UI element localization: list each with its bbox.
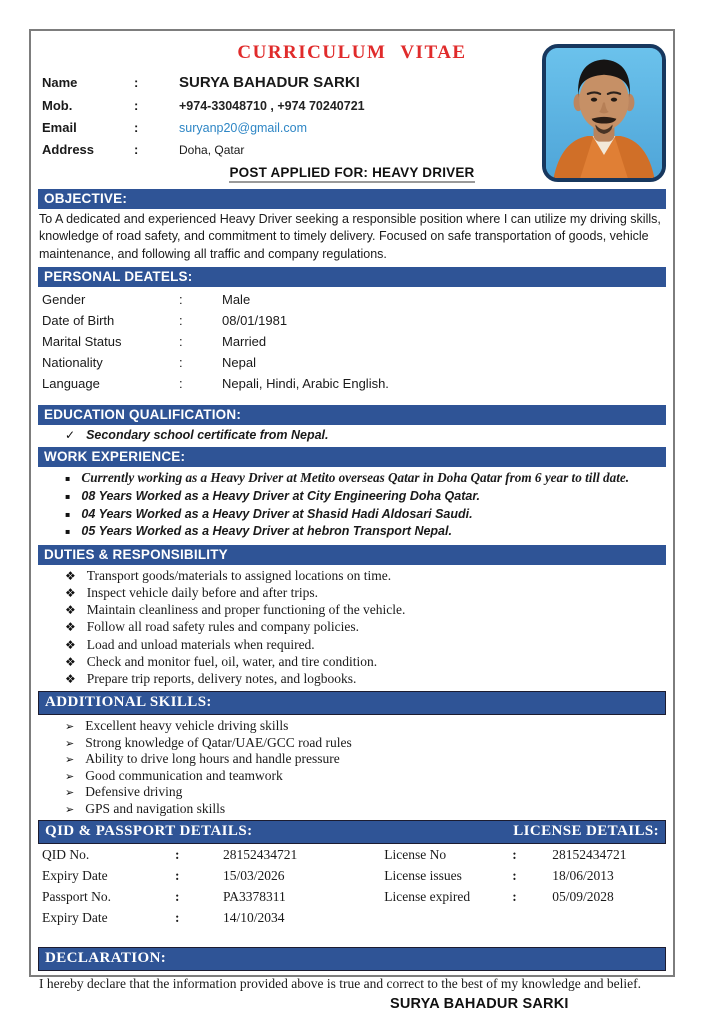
duty-item-text: Transport goods/materials to assigned locations on time. [86,567,392,583]
list-item [65,735,666,751]
cv-page [29,29,675,1013]
list-item [65,619,666,635]
detail-label: Expiry Date [42,868,108,884]
mobile-label: Mob. [42,98,73,113]
square-bullet-icon: ▪ [65,474,71,484]
colon: : [134,98,139,113]
colon: : [179,354,183,370]
objective-text: To A dedicated and experienced Heavy Driver seeking a responsible position where I can utilize my driving skills, knowledge of road safety, and commitment to timely delivery. Focused on safe transportation of goods, vehicle maintenance, and following all traffic and company regulations. [39,212,661,261]
name-label: Name [42,75,78,90]
detail-label: License expired [384,889,471,905]
duty-item-text: Maintain cleanliness and proper functioning of the vehicle. [86,602,406,618]
skill-item-text: Good communication and teamwork [85,767,283,783]
list-item [65,568,666,584]
detail-label: Language [42,375,100,391]
email-link[interactable]: suryanp20@gmail.com [179,121,308,135]
colon: : [175,847,180,863]
personal-detail-row [38,292,666,307]
list-item [65,768,666,784]
skill-item-text: Strong knowledge of Qatar/UAE/GCC road rules [85,734,352,750]
colon: : [134,75,139,90]
detail-value: 28152434721 [223,847,298,863]
skill-item-text: Defensive driving [85,784,183,800]
id-detail-row [38,868,380,884]
section-header-work-experience: WORK EXPERIENCE: [38,447,666,467]
personal-details-list [38,292,666,391]
square-bullet-icon: ▪ [65,491,71,501]
address-label: Address [42,142,95,157]
arrow-bullet-icon: ➢ [65,769,75,783]
diamond-bullet-icon: ❖ [65,637,76,652]
colon: : [179,375,183,391]
work-item-text: 05 Years Worked as a Heavy Driver at hebron Transport Nepal. [81,524,452,539]
detail-label: Passport No. [42,889,112,905]
detail-label: QID No. [42,847,90,863]
arrow-bullet-icon: ➢ [65,802,75,816]
colon: : [175,868,180,884]
colon: : [175,910,180,926]
portrait-photo [542,44,666,182]
ids-columns [38,847,666,931]
section-header-additional-skills: ADDITIONAL SKILLS: [38,691,666,715]
work-item-text: 04 Years Worked as a Heavy Driver at Shasid Hadi Aldosari Saudi. [81,506,473,521]
id-detail-row [38,889,380,905]
diamond-bullet-icon: ❖ [65,603,76,618]
list-item [65,428,666,444]
section-header-education: EDUCATION QUALIFICATION: [38,405,666,425]
list-item [65,585,666,601]
declaration-block [38,973,666,1013]
email-label: Email [42,120,77,135]
work-item-text: 08 Years Worked as a Heavy Driver at City Engineering Doha Qatar. [81,488,480,503]
arrow-bullet-icon: ➢ [65,736,75,750]
detail-value: Married [222,333,267,349]
checkmark-bullet-icon: ✓ [65,427,76,442]
list-item [65,507,666,523]
detail-value: Nepal [222,354,256,370]
colon: : [512,847,517,863]
section-header-duties: DUTIES & RESPONSIBILITY [38,545,666,565]
colon: : [512,868,517,884]
skill-item-text: Ability to drive long hours and handle pressure [85,751,340,767]
list-item [65,784,666,800]
colon: : [179,291,183,307]
detail-value: Male [222,291,251,307]
id-detail-row [38,910,380,926]
list-item [65,671,666,687]
page-title: CURRICULUM VITAE [237,42,467,63]
cv-header [38,42,666,183]
list-item [65,524,666,540]
license-column [380,847,666,931]
signature-name: SURYA BAHADUR SARKI [390,996,569,1013]
list-item [65,751,666,767]
skills-list [38,718,666,816]
id-detail-row [38,847,380,863]
detail-value: 18/06/2013 [552,868,614,884]
list-item [65,470,666,487]
name-value: SURYA BAHADUR SARKI [179,74,360,91]
skill-item-text: Excellent heavy vehicle driving skills [85,718,289,734]
qid-passport-column [38,847,380,931]
list-item [65,489,666,505]
arrow-bullet-icon: ➢ [65,786,75,800]
diamond-bullet-icon: ❖ [65,671,76,686]
section-header-ids [38,820,666,844]
list-item [65,801,666,817]
detail-label: License issues [384,868,462,884]
section-header-objective: OBJECTIVE: [38,189,666,209]
address-value: Doha, Qatar [179,143,245,157]
education-item-text: Secondary school certificate from Nepal. [86,427,329,442]
diamond-bullet-icon: ❖ [65,568,76,583]
list-item [65,602,666,618]
arrow-bullet-icon: ➢ [65,720,75,734]
colon: : [179,333,183,349]
detail-label: License No [384,847,447,863]
detail-value: 15/03/2026 [223,868,285,884]
portrait-photo-illustration [546,48,662,178]
personal-detail-row [38,334,666,349]
declaration-text: I hereby declare that the information provided above is true and correct to the best of my knowledge and belief. [39,976,642,992]
mobile-value: +974-33048710 , +974 70240721 [179,99,365,113]
duty-item-text: Check and monitor fuel, oil, water, and tire condition. [86,653,378,669]
section-header-declaration: DECLARATION: [38,947,666,971]
diamond-bullet-icon: ❖ [65,585,76,600]
detail-value: 08/01/1981 [222,312,288,328]
square-bullet-icon: ▪ [65,509,71,519]
personal-detail-row [38,355,666,370]
work-experience-list [38,470,666,539]
arrow-bullet-icon: ➢ [65,753,75,767]
colon: : [134,142,139,157]
colon: : [175,889,180,905]
post-applied-text: POST APPLIED FOR: HEAVY DRIVER [229,165,474,183]
duty-item-text: Follow all road safety rules and company policies. [86,619,359,635]
education-list [38,428,666,444]
id-detail-row [380,889,666,905]
list-item [65,654,666,670]
license-heading: LICENSE DETAILS: [513,823,659,840]
detail-value: Nepali, Hindi, Arabic English. [222,375,389,391]
skill-item-text: GPS and navigation skills [85,800,226,816]
id-detail-row [380,847,666,863]
section-header-personal-details: PERSONAL DEATELS: [38,267,666,287]
id-detail-row [380,868,666,884]
list-item [65,637,666,653]
detail-value: 05/09/2028 [552,889,614,905]
list-item [65,718,666,734]
detail-label: Date of Birth [42,312,115,328]
duty-item-text: Prepare trip reports, delivery notes, and logbooks. [86,670,357,686]
colon: : [179,312,183,328]
detail-value: 28152434721 [552,847,627,863]
detail-value: 14/10/2034 [223,910,285,926]
diamond-bullet-icon: ❖ [65,654,76,669]
colon: : [512,889,517,905]
colon: : [134,120,139,135]
detail-label: Nationality [42,354,103,370]
detail-value: PA3378311 [223,889,286,905]
personal-detail-row [38,376,666,391]
qid-passport-heading: QID & PASSPORT DETAILS: [45,823,253,840]
duty-item-text: Inspect vehicle daily before and after trips. [86,584,319,600]
square-bullet-icon: ▪ [65,527,71,537]
detail-label: Expiry Date [42,910,108,926]
diamond-bullet-icon: ❖ [65,620,76,635]
personal-detail-row [38,313,666,328]
detail-label: Marital Status [42,333,122,349]
detail-label: Gender [42,291,86,307]
duty-item-text: Load and unload materials when required. [86,636,315,652]
work-item-text: Currently working as a Heavy Driver at Metito overseas Qatar in Doha Qatar from 6 year to till date. [81,470,630,486]
duties-list [38,568,666,687]
